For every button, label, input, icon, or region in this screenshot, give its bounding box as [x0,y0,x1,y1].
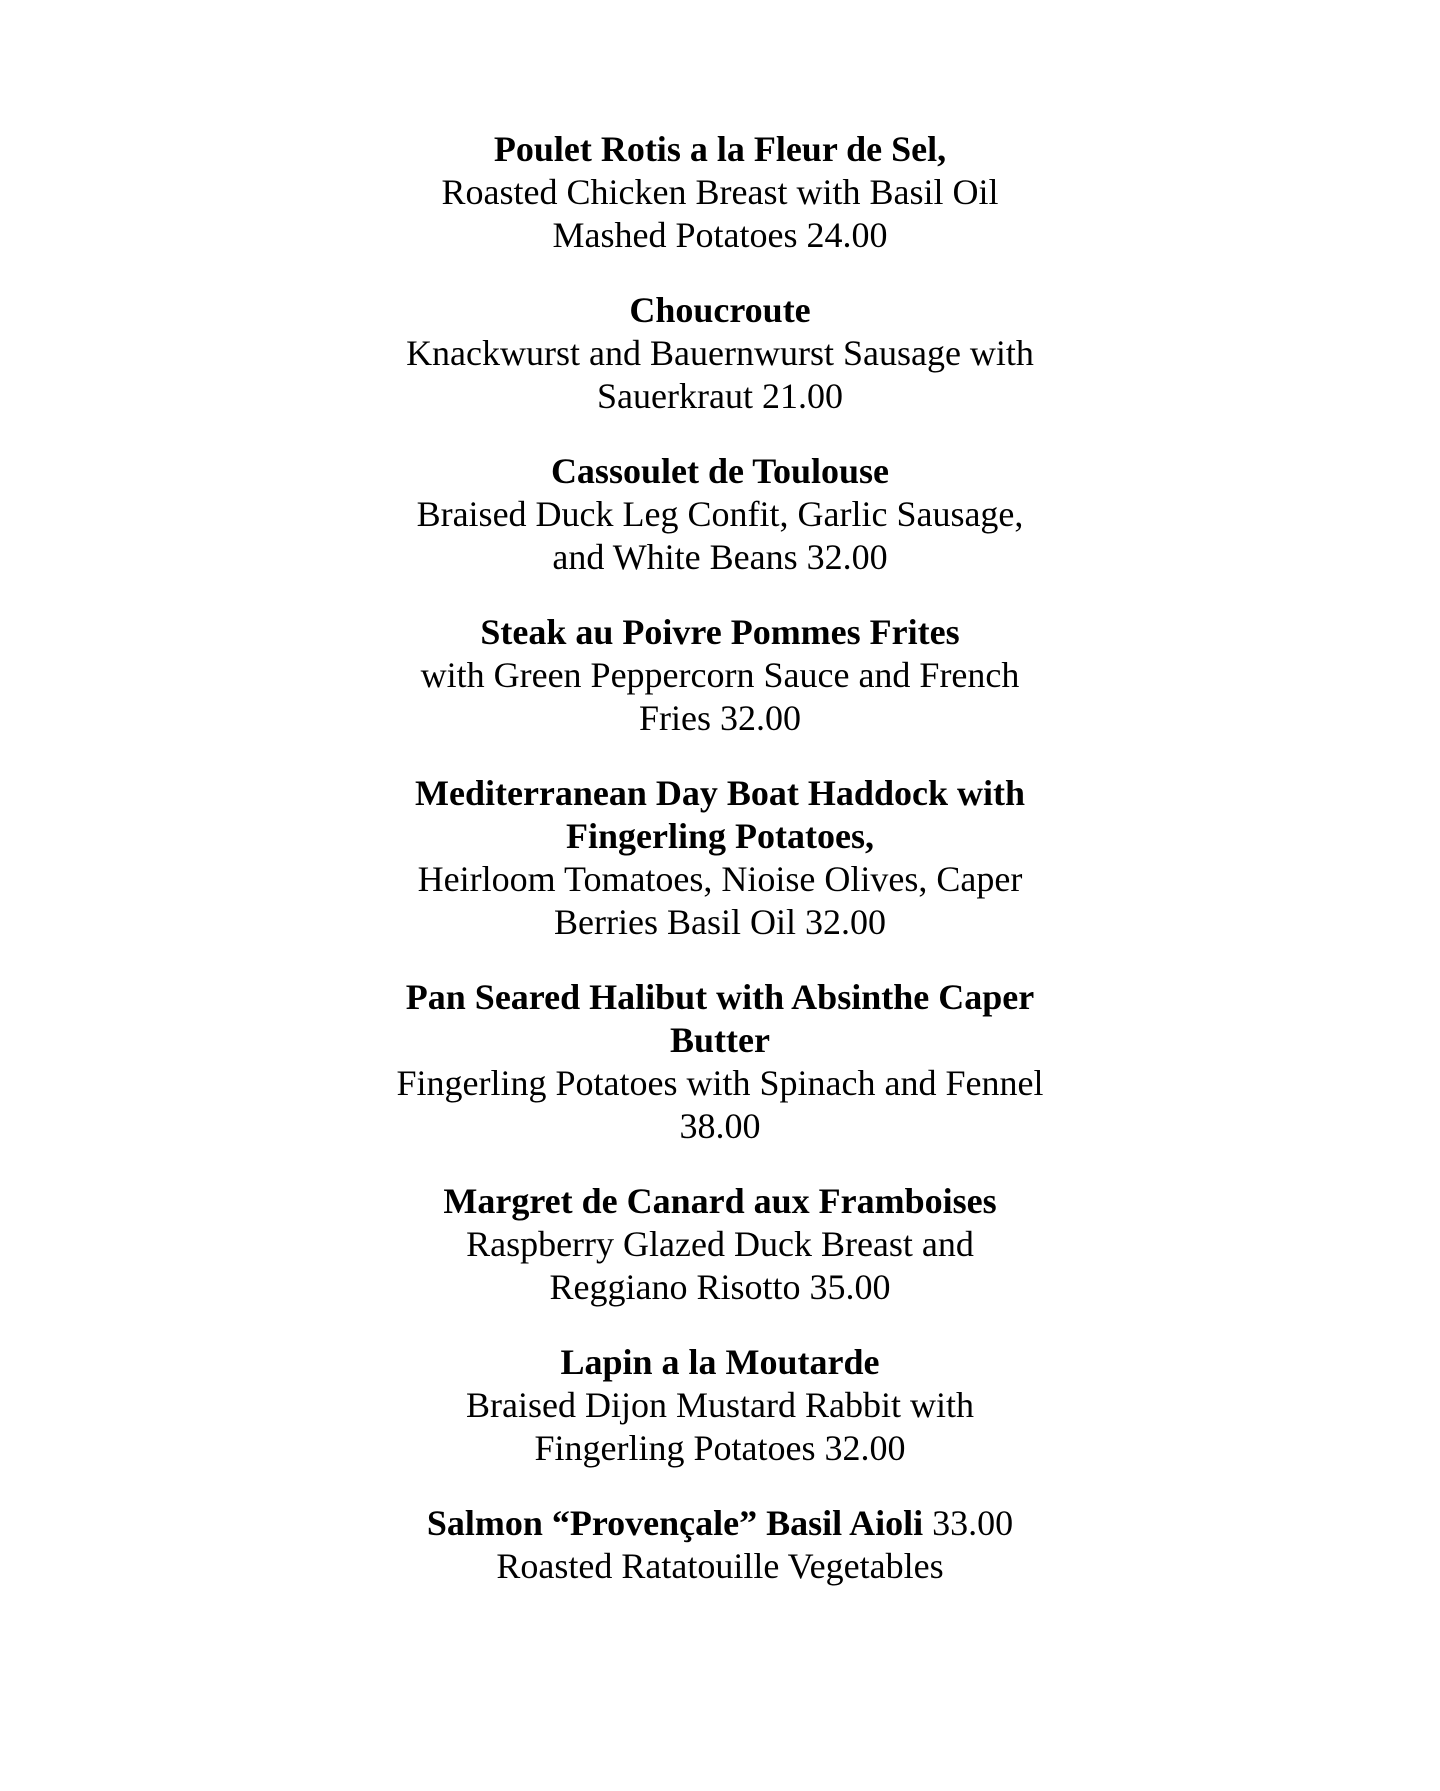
dish-name: Cassoulet de Toulouse [550,451,890,491]
dish-name-line: Mediterranean Day Boat Haddock with [415,773,1025,813]
dish-name: Salmon “Provençale” Basil Aioli [426,1503,924,1543]
dish-description-line: Braised Duck Leg Confit, Garlic Sausage, [416,494,1024,534]
dish-name-line: Butter [670,1020,770,1060]
menu-item-steak-au-poivre [0,611,1440,740]
menu-list [0,128,1440,1620]
dish-name: Poulet Rotis a la Fleur de Sel, [493,129,947,169]
dish-name: Margret de Canard aux Framboises [443,1181,997,1221]
dish-description-line: with Green Peppercorn Sauce and French [420,655,1020,695]
dish-description-line: and White Beans 32.00 [552,537,888,577]
menu-item-margret-de-canard [0,1180,1440,1309]
menu-item-salmon [0,1502,1440,1588]
dish-description-line: Heirloom Tomatoes, Nioise Olives, Caper [417,859,1023,899]
dish-description-line: Berries Basil Oil 32.00 [554,902,886,942]
dish-description-line: Sauerkraut 21.00 [597,376,843,416]
dish-name: Steak au Poivre Pommes Frites [480,612,960,652]
dish-description-line: 38.00 [679,1106,761,1146]
menu-item-poulet-rotis [0,128,1440,257]
menu-item-haddock [0,772,1440,944]
menu-item-cassoulet [0,450,1440,579]
dish-title-row [0,1502,1440,1545]
dish-description-line: Braised Dijon Mustard Rabbit with [466,1385,974,1425]
dish-description-line: Mashed Potatoes 24.00 [552,215,888,255]
dish-description-line: Roasted Chicken Breast with Basil Oil [441,172,999,212]
dish-description-line: Reggiano Risotto 35.00 [549,1267,891,1307]
dish-name-line: Fingerling Potatoes, [566,816,874,856]
dish-price: 33.00 [932,1503,1014,1543]
dish-description-line: Fingerling Potatoes 32.00 [534,1428,906,1468]
menu-item-choucroute [0,289,1440,418]
dish-name: Lapin a la Moutarde [560,1342,880,1382]
dish-description-line: Knackwurst and Bauernwurst Sausage with [406,333,1034,373]
dish-name: Choucroute [629,290,811,330]
menu-item-halibut [0,976,1440,1148]
dish-description-line: Fingerling Potatoes with Spinach and Fennel [396,1063,1044,1103]
dish-description-line: Fries 32.00 [639,698,801,738]
dish-description-line: Raspberry Glazed Duck Breast and [466,1224,974,1264]
dish-description-line: Roasted Ratatouille Vegetables [496,1546,944,1586]
menu-item-lapin [0,1341,1440,1470]
dish-name-line: Pan Seared Halibut with Absinthe Caper [405,977,1035,1017]
